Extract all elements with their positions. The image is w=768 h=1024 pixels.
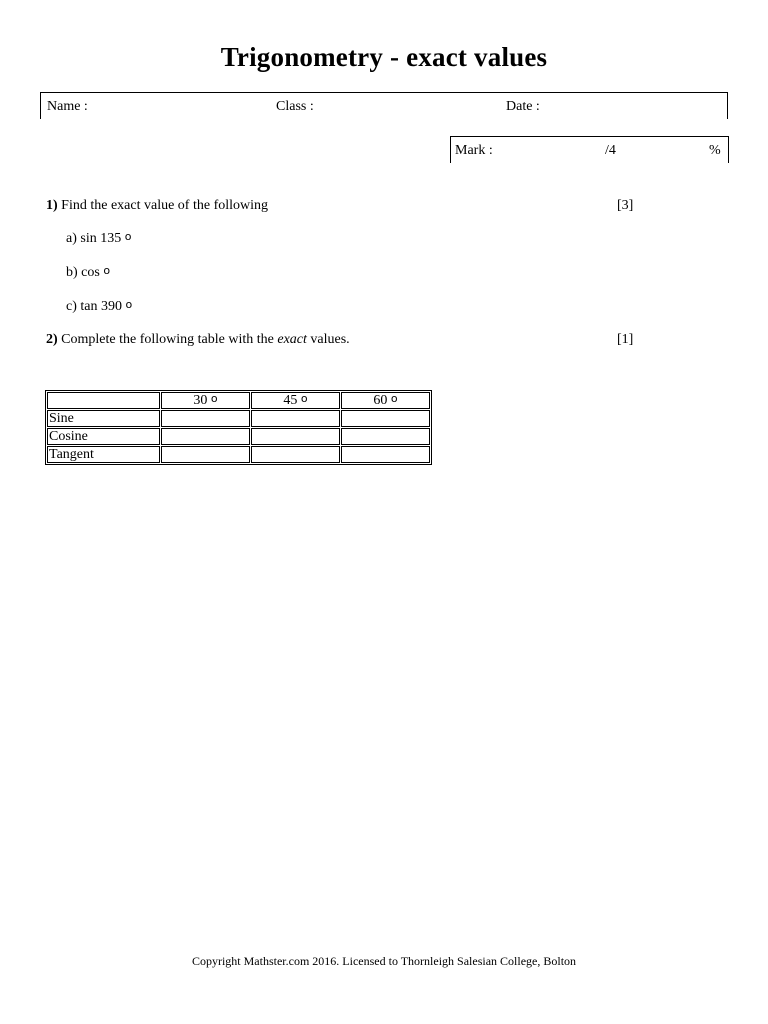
question-1-marks: [3]: [617, 198, 634, 213]
question-2-emphasis: exact: [277, 332, 307, 347]
mark-percent: %: [709, 143, 721, 158]
student-info-box: [40, 92, 728, 119]
degree-symbol: o: [124, 230, 132, 243]
question-1-text: Find the exact value of the following: [61, 198, 269, 213]
answer-cell[interactable]: [251, 410, 340, 427]
question-2: [46, 332, 350, 348]
worksheet-title: Trigonometry - exact values: [220, 42, 548, 72]
header-value: 30: [193, 393, 208, 408]
answer-cell[interactable]: [251, 446, 340, 463]
answer-cell[interactable]: [341, 428, 430, 445]
part-c-label: c) tan 390: [66, 299, 122, 314]
degree-symbol: o: [300, 392, 308, 405]
mark-out-of: /4: [605, 143, 616, 158]
question-2-text-before: Complete the following table with the: [61, 332, 274, 347]
name-label: Name :: [47, 99, 88, 114]
question-2-text-after: values.: [310, 332, 350, 347]
question-1-part-c: [66, 299, 132, 315]
question-2-marks: [1]: [617, 332, 634, 347]
table-header-row: [47, 392, 430, 409]
answer-cell[interactable]: [161, 446, 250, 463]
header-value: 45: [283, 393, 298, 408]
table-row: [47, 410, 430, 427]
mark-box: [450, 136, 729, 163]
mark-label: Mark :: [455, 143, 493, 158]
table-row: [47, 446, 430, 463]
table-row-label-cosine: Cosine: [47, 428, 160, 445]
copyright-footer: Copyright Mathster.com 2016. Licensed to Thornleigh Salesian College, Bolton: [191, 954, 577, 968]
question-1: [46, 198, 268, 214]
part-b-label: b) cos: [66, 265, 100, 280]
date-label: Date :: [506, 99, 540, 114]
question-1-part-a: [66, 231, 131, 247]
table-header-45: [251, 392, 340, 409]
table-header-30: [161, 392, 250, 409]
class-label: Class :: [276, 99, 314, 114]
degree-symbol: o: [390, 392, 398, 405]
exact-values-table: [45, 390, 432, 465]
answer-cell[interactable]: [161, 428, 250, 445]
question-1-number: 1): [46, 198, 58, 213]
table-row-label-sine: Sine: [47, 410, 160, 427]
answer-cell[interactable]: [251, 428, 340, 445]
table-row: [47, 428, 430, 445]
part-a-label: a) sin 135: [66, 231, 122, 246]
answer-cell[interactable]: [341, 410, 430, 427]
question-1-part-b: [66, 265, 110, 281]
degree-symbol: o: [125, 298, 133, 311]
table-row-label-tangent: Tangent: [47, 446, 160, 463]
question-2-number: 2): [46, 332, 58, 347]
answer-cell[interactable]: [341, 446, 430, 463]
answer-cell[interactable]: [161, 410, 250, 427]
degree-symbol: o: [103, 264, 111, 277]
degree-symbol: o: [210, 392, 218, 405]
table-header-60: [341, 392, 430, 409]
header-value: 60: [373, 393, 388, 408]
table-corner-cell: [47, 392, 160, 409]
